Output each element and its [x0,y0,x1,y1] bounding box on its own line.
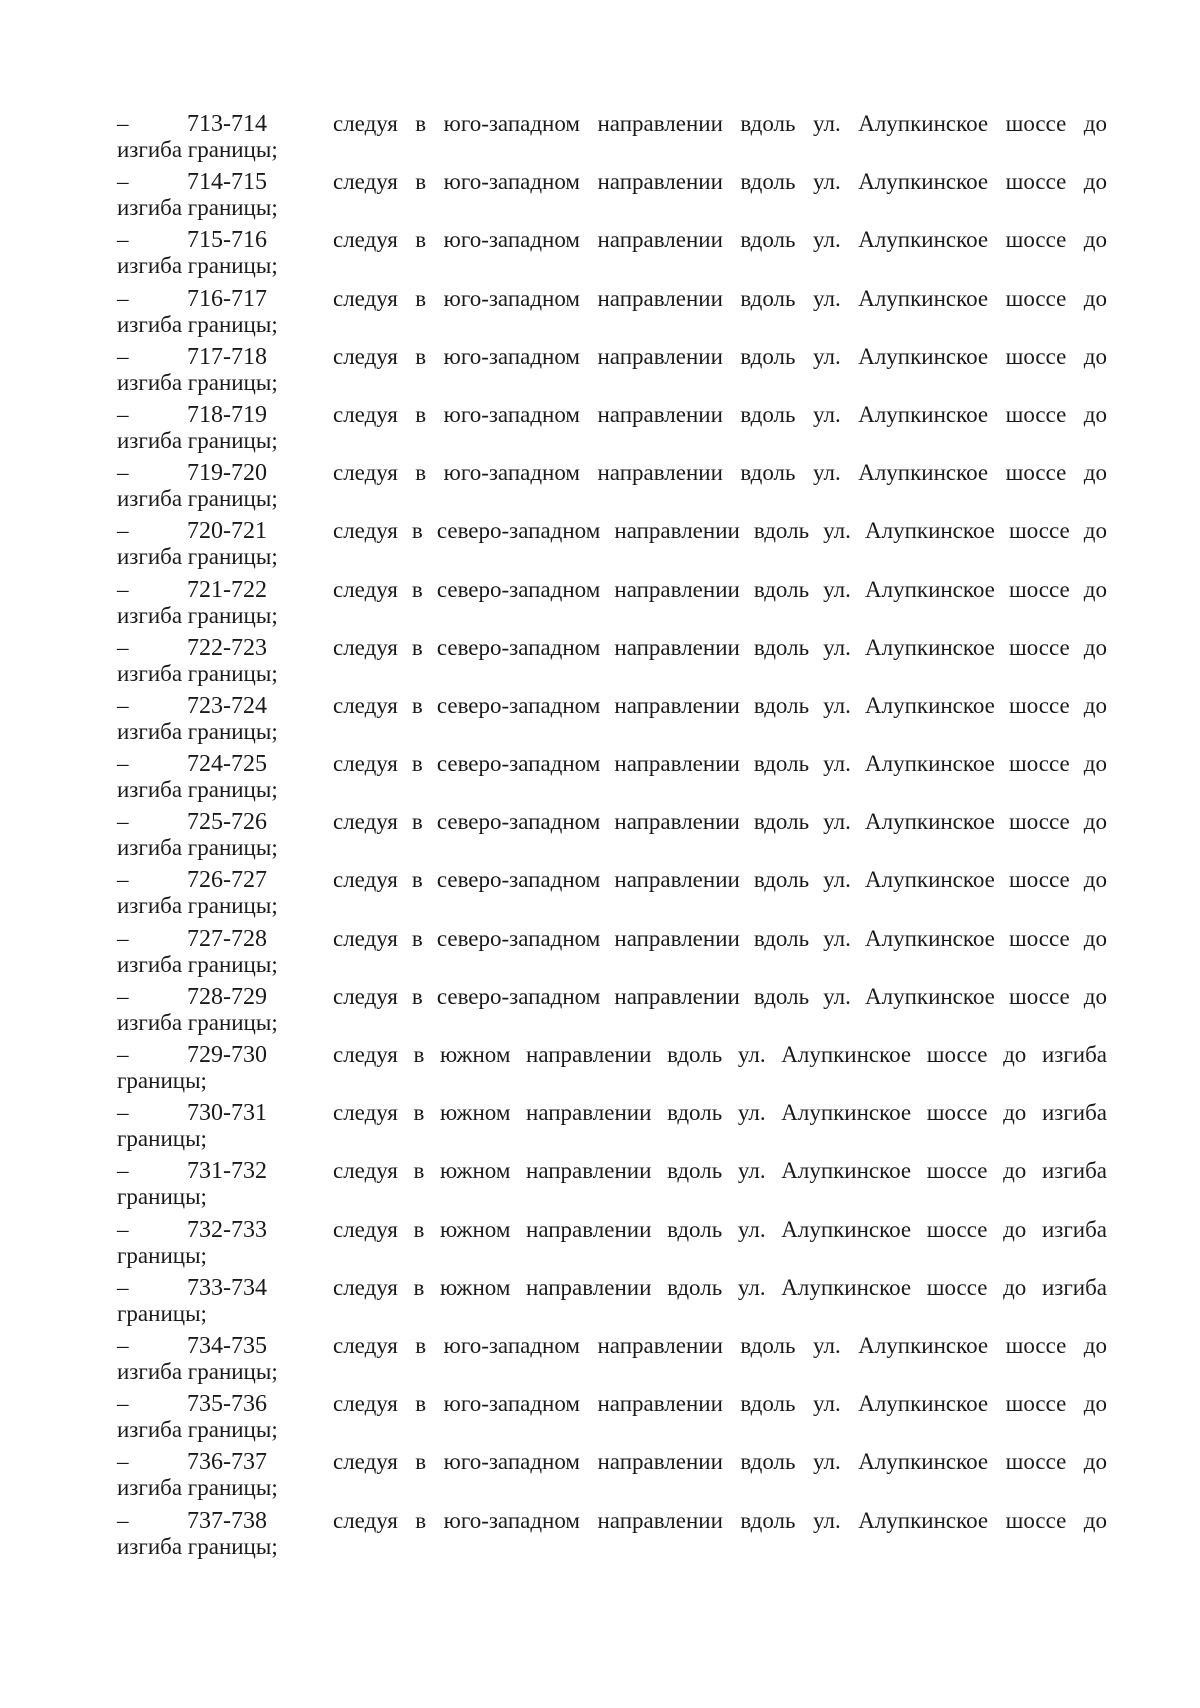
segment-description: следуя в северо-западном направлении вдоль ул. Алупкинское шоссе до [333,983,1107,1009]
segment-description-continuation: изгиба границы; [117,718,278,744]
segment-description: следуя в северо-западном направлении вдоль ул. Алупкинское шоссе до [333,576,1107,602]
segment-description-continuation: границы; [117,1242,207,1268]
segment-description: следуя в юго-западном направлении вдоль ул. Алупкинское шоссе до [333,460,1107,486]
segment-description-continuation: границы; [117,1126,207,1152]
boundary-entry [117,983,1107,1041]
segment-description: следуя в северо-западном направлении вдоль ул. Алупкинское шоссе до [333,809,1107,835]
boundary-entry [117,1507,1107,1565]
list-dash: – [117,867,129,893]
entry-first-line [117,459,1107,487]
list-dash: – [117,285,129,311]
segment-number: 714-715 [187,169,267,196]
segment-number: 733-734 [187,1274,267,1301]
entry-first-line [117,1332,1107,1360]
segment-description: следуя в южном направлении вдоль ул. Алупкинское шоссе до изгиба [333,1216,1107,1242]
boundary-entry [117,459,1107,517]
entry-first-line [117,401,1107,429]
segment-number: 735-736 [187,1391,267,1418]
segment-description: следуя в юго-западном направлении вдоль ул. Алупкинское шоссе до [333,1449,1107,1475]
segment-description: следуя в северо-западном направлении вдоль ул. Алупкинское шоссе до [333,751,1107,777]
list-dash: – [117,518,129,544]
boundary-entry [117,168,1107,226]
entry-first-line [117,1216,1107,1244]
segment-number: 719-720 [187,460,267,487]
list-dash: – [117,1100,129,1126]
boundary-entries-list [117,110,1107,1565]
entry-first-line [117,1041,1107,1069]
segment-description: следуя в южном направлении вдоль ул. Алупкинское шоссе до изгиба [333,1042,1107,1067]
segment-description-continuation: изгиба границы; [117,660,278,686]
segment-number: 717-718 [187,343,267,370]
boundary-entry [117,226,1107,284]
segment-number: 732-733 [187,1216,267,1243]
segment-number: 722-723 [187,634,267,661]
segment-number: 720-721 [187,518,267,545]
list-dash: – [117,1507,129,1533]
segment-number: 730-731 [187,1100,267,1127]
entry-first-line [117,285,1107,313]
boundary-entry [117,750,1107,808]
boundary-entry [117,343,1107,401]
segment-description: следуя в северо-западном направлении вдоль ул. Алупкинское шоссе до [333,867,1107,893]
segment-description: следуя в юго-западном направлении вдоль ул. Алупкинское шоссе до [333,1332,1107,1358]
segment-description-continuation: границы; [117,1184,207,1210]
list-dash: – [117,1449,129,1475]
segment-description-continuation: изгиба границы; [117,137,278,162]
segment-number: 737-738 [187,1507,267,1534]
list-dash: – [117,460,129,486]
segment-description: следуя в юго-западном направлении вдоль ул. Алупкинское шоссе до [333,285,1107,311]
list-dash: – [117,576,129,602]
segment-description: следуя в юго-западном направлении вдоль ул. Алупкинское шоссе до [333,169,1107,195]
entry-first-line [117,1507,1107,1535]
boundary-entry [117,808,1107,866]
entry-first-line [117,925,1107,953]
boundary-entry [117,634,1107,692]
segment-number: 736-737 [187,1449,267,1476]
segment-number: 724-725 [187,751,267,778]
segment-number: 729-730 [187,1042,267,1068]
segment-description: следуя в юго-западном направлении вдоль ул. Алупкинское шоссе до [333,1507,1107,1533]
entry-first-line [117,1390,1107,1418]
entry-first-line [117,517,1107,545]
entry-first-line [117,343,1107,371]
segment-description-continuation: изгиба границы; [117,1417,278,1443]
boundary-entry [117,1448,1107,1506]
segment-description-continuation: изгиба границы; [117,602,278,628]
segment-number: 731-732 [187,1158,267,1185]
segment-description: следуя в южном направлении вдоль ул. Алупкинское шоссе до изгиба [333,1158,1107,1184]
entry-first-line [117,1274,1107,1302]
entry-first-line [117,692,1107,720]
boundary-entry [117,1274,1107,1332]
segment-number: 723-724 [187,692,267,719]
list-dash: – [117,227,129,253]
entry-first-line [117,1157,1107,1185]
segment-description: следуя в южном направлении вдоль ул. Алупкинское шоссе до изгиба [333,1274,1107,1300]
entry-first-line [117,1099,1107,1127]
segment-number: 721-722 [187,576,267,603]
segment-description: следуя в юго-западном направлении вдоль ул. Алупкинское шоссе до [333,343,1107,369]
boundary-entry [117,110,1107,168]
entry-first-line [117,1448,1107,1476]
list-dash: – [117,1216,129,1242]
segment-description: следуя в юго-западном направлении вдоль ул. Алупкинское шоссе до [333,401,1107,427]
segment-description-continuation: изгиба границы; [117,544,278,570]
boundary-entry [117,1332,1107,1390]
list-dash: – [117,1332,129,1358]
segment-number: 716-717 [187,285,267,312]
segment-description: следуя в северо-западном направлении вдоль ул. Алупкинское шоссе до [333,634,1107,660]
list-dash: – [117,169,129,195]
list-dash: – [117,111,129,136]
segment-description: следуя в северо-западном направлении вдоль ул. Алупкинское шоссе до [333,518,1107,544]
segment-description-continuation: изгиба границы; [117,427,278,453]
entry-first-line [117,576,1107,604]
segment-description-continuation: изгиба границы; [117,1358,278,1384]
boundary-entry [117,1099,1107,1157]
list-dash: – [117,1042,129,1067]
list-dash: – [117,983,129,1009]
entry-first-line [117,634,1107,662]
segment-description-continuation: изгиба границы; [117,951,278,977]
boundary-entry [117,692,1107,750]
entry-first-line [117,226,1107,254]
segment-description: следуя в юго-западном направлении вдоль ул. Алупкинское шоссе до [333,1391,1107,1417]
boundary-entry [117,517,1107,575]
segment-number: 725-726 [187,809,267,836]
segment-description-continuation: изгиба границы; [117,1009,278,1035]
segment-description-continuation: изгиба границы; [117,1533,278,1559]
segment-description-continuation: изгиба границы; [117,195,278,221]
segment-description-continuation: изгиба границы; [117,777,278,803]
list-dash: – [117,925,129,951]
list-dash: – [117,401,129,427]
list-dash: – [117,1274,129,1300]
boundary-entry [117,576,1107,634]
boundary-entry [117,866,1107,924]
segment-number: 715-716 [187,227,267,254]
segment-number: 734-735 [187,1332,267,1359]
boundary-entry [117,285,1107,343]
segment-number: 726-727 [187,867,267,894]
boundary-entry [117,1390,1107,1448]
boundary-entry [117,925,1107,983]
segment-number: 727-728 [187,925,267,952]
segment-description-continuation: изгиба границы; [117,1475,278,1501]
segment-description: следуя в юго-западном направлении вдоль ул. Алупкинское шоссе до [333,227,1107,253]
segment-description: следуя в южном направлении вдоль ул. Алупкинское шоссе до изгиба [333,1100,1107,1126]
list-dash: – [117,343,129,369]
entry-first-line [117,750,1107,778]
entry-first-line [117,168,1107,196]
segment-description-continuation: изгиба границы; [117,369,278,395]
entry-first-line [117,983,1107,1011]
list-dash: – [117,634,129,660]
boundary-entry [117,1216,1107,1274]
segment-description-continuation: изгиба границы; [117,253,278,279]
segment-description-continuation: изгиба границы; [117,893,278,919]
boundary-entry [117,1157,1107,1215]
list-dash: – [117,692,129,718]
segment-description-continuation: изгиба границы; [117,486,278,512]
segment-description-continuation: границы; [117,1068,207,1093]
list-dash: – [117,809,129,835]
segment-description-continuation: изгиба границы; [117,835,278,861]
segment-description-continuation: границы; [117,1300,207,1326]
segment-description: следуя в северо-западном направлении вдоль ул. Алупкинское шоссе до [333,692,1107,718]
segment-description: следуя в юго-западном направлении вдоль ул. Алупкинское шоссе до [333,111,1107,136]
boundary-entry [117,401,1107,459]
segment-number: 718-719 [187,401,267,428]
segment-description-continuation: изгиба границы; [117,311,278,337]
list-dash: – [117,1158,129,1184]
entry-first-line [117,110,1107,138]
list-dash: – [117,1391,129,1417]
entry-first-line [117,808,1107,836]
segment-number: 713-714 [187,111,267,137]
segment-description: следуя в северо-западном направлении вдоль ул. Алупкинское шоссе до [333,925,1107,951]
segment-number: 728-729 [187,983,267,1010]
boundary-entry [117,1041,1107,1099]
entry-first-line [117,866,1107,894]
list-dash: – [117,751,129,777]
